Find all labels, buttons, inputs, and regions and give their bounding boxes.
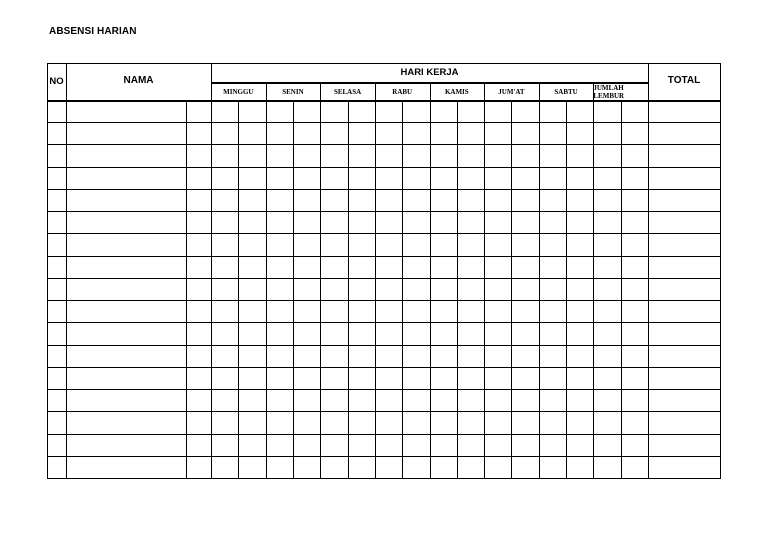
- day-subcol-line: [621, 100, 622, 478]
- row-line: [47, 322, 720, 323]
- nama-subcol-line: [186, 100, 187, 478]
- row-line: [47, 233, 720, 234]
- header-nama: NAMA: [123, 75, 154, 86]
- table-border-right: [720, 63, 721, 479]
- table-border-left: [47, 63, 48, 479]
- row-line: [47, 411, 720, 412]
- header-bottom-line: [47, 100, 720, 102]
- row-line: [47, 189, 720, 190]
- row-line: [47, 345, 720, 346]
- day-subcol-line: [293, 100, 294, 478]
- header-day: JUMLAH LEMBUR: [593, 83, 625, 100]
- row-line: [47, 167, 720, 168]
- day-col-line: [593, 82, 594, 478]
- row-line: [47, 122, 720, 123]
- row-line: [47, 144, 720, 145]
- header-day: KAMIS: [444, 87, 469, 96]
- day-col-line: [320, 82, 321, 478]
- row-line: [47, 211, 720, 212]
- table-border-bottom: [47, 478, 721, 479]
- header-day: RABU: [392, 87, 413, 96]
- row-line: [47, 456, 720, 457]
- header-day: SENIN: [282, 87, 304, 96]
- row-line: [47, 389, 720, 390]
- day-col-line: [539, 82, 540, 478]
- row-line: [47, 434, 720, 435]
- header-total: TOTAL: [667, 75, 701, 86]
- day-subcol-line: [566, 100, 567, 478]
- row-line: [47, 256, 720, 257]
- col-line-total-left: [648, 63, 649, 478]
- day-col-line: [375, 82, 376, 478]
- day-subcol-line: [457, 100, 458, 478]
- day-subcol-line: [238, 100, 239, 478]
- day-col-line: [430, 82, 431, 478]
- document-title: ABSENSI HARIAN: [49, 26, 137, 37]
- day-subcol-line: [402, 100, 403, 478]
- header-day: SABTU: [554, 87, 578, 96]
- row-line: [47, 300, 720, 301]
- row-line: [47, 367, 720, 368]
- day-col-line: [484, 82, 485, 478]
- day-col-line: [266, 82, 267, 478]
- header-day: JUM'AT: [498, 87, 525, 96]
- col-line-no: [66, 63, 67, 478]
- header-hari-kerja: HARI KERJA: [400, 67, 459, 78]
- row-line: [47, 278, 720, 279]
- day-subcol-line: [348, 100, 349, 478]
- col-line-hari-kerja-left: [211, 63, 212, 478]
- day-subcol-line: [511, 100, 512, 478]
- header-day: MINGGU: [223, 87, 254, 96]
- header-no: NO: [49, 76, 64, 87]
- header-day: SELASA: [333, 87, 362, 96]
